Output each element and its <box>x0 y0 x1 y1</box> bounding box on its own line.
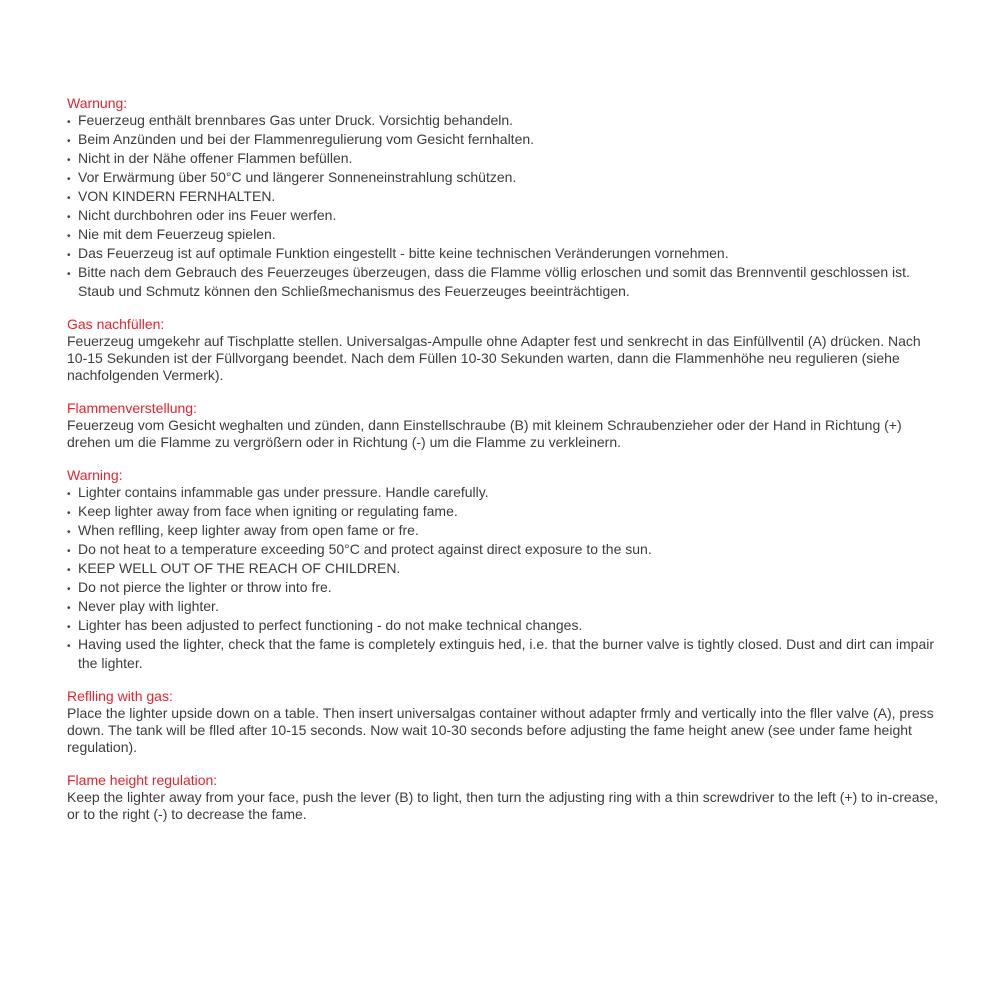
list-item <box>67 617 940 636</box>
list-item <box>67 226 940 245</box>
list-item <box>67 636 940 672</box>
bullet-icon: • <box>67 174 71 185</box>
bullet-icon: • <box>67 508 71 519</box>
bullet-icon: • <box>67 546 71 557</box>
list-item <box>67 264 940 300</box>
list-item-text: Keep lighter away from face when igniting or regulating fame. <box>78 503 458 519</box>
section-heading: Gas nachfüllen: <box>67 316 165 332</box>
list-item <box>67 188 940 207</box>
section-heading: Warning: <box>67 467 123 483</box>
bullet-icon: • <box>67 641 71 652</box>
list-item <box>67 207 940 226</box>
section-paragraph: Feuerzeug vom Gesicht weghalten und zünden, dann Einstellschraube (B) mit kleinem Schraubenzieher oder der Hand in Richtung (+) drehen um die Flamme zu vergrößern oder in Richtung (-) um die Flamme zu verkleinern. <box>67 417 902 450</box>
list-item-text: Vor Erwärmung über 50°C und längerer Sonneneinstrahlung schützen. <box>78 169 517 185</box>
list-item-text: KEEP WELL OUT OF THE REACH OF CHILDREN. <box>78 560 401 576</box>
list-item-text: Nicht in der Nähe offener Flammen befüllen. <box>78 150 353 166</box>
list-item <box>67 541 940 560</box>
bullet-icon: • <box>67 269 71 280</box>
list-item <box>67 503 940 522</box>
list-item-text: Nie mit dem Feuerzeug spielen. <box>78 226 276 242</box>
bullet-icon: • <box>67 136 71 147</box>
list-item <box>67 579 940 598</box>
list-item-text: Beim Anzünden und bei der Flammenregulierung vom Gesicht fernhalten. <box>78 131 535 147</box>
list-item-text: When reflling, keep lighter away from open fame or fre. <box>78 522 419 538</box>
list-item-text: Never play with lighter. <box>78 598 219 614</box>
bullet-icon: • <box>67 231 71 242</box>
bullet-icon: • <box>67 603 71 614</box>
section-warnung-german <box>67 95 940 300</box>
list-item-text: Das Feuerzeug ist auf optimale Funktion eingestellt - bitte keine technischen Veränderungen vornehmen. <box>78 245 729 261</box>
list-item-text: Nicht durchbohren oder ins Feuer werfen. <box>78 207 337 223</box>
section-refilling-with-gas <box>67 688 940 756</box>
section-paragraph: Keep the lighter away from your face, push the lever (B) to light, then turn the adjusting ring with a thin screwdriver to the left (+) to in-crease, or to the right (-) to decrease the fame. <box>67 789 939 822</box>
section-heading: Flame height regulation: <box>67 772 218 788</box>
section-paragraph: Place the lighter upside down on a table. Then insert universalgas container without adapter frmly and vertically into the fller valve (A), press down. The tank will be flled after 10-15 seconds. Now wait 10-30 seconds before adjusting the fame height anew (see under fame height regulation). <box>67 705 934 755</box>
list-item-text: Lighter has been adjusted to perfect functioning - do not make technical changes. <box>78 617 583 633</box>
bullet-icon: • <box>67 584 71 595</box>
list-item-text: Lighter contains infammable gas under pressure. Handle carefully. <box>78 484 489 500</box>
bullet-icon: • <box>67 489 71 500</box>
bullet-icon: • <box>67 527 71 538</box>
list-item <box>67 131 940 150</box>
bullet-icon: • <box>67 117 71 128</box>
list-item <box>67 169 940 188</box>
section-heading: Reflling with gas: <box>67 688 173 704</box>
list-item <box>67 560 940 579</box>
section-flame-height-regulation <box>67 772 940 823</box>
list-item <box>67 150 940 169</box>
bullet-icon: • <box>67 250 71 261</box>
list-item-text: VON KINDERN FERNHALTEN. <box>78 188 276 204</box>
bullet-icon: • <box>67 212 71 223</box>
section-heading: Warnung: <box>67 95 128 111</box>
bullet-icon: • <box>67 622 71 633</box>
list-item <box>67 112 940 131</box>
list-item-text: Feuerzeug enthält brennbares Gas unter Druck. Vorsichtig behandeln. <box>78 112 514 128</box>
text-column <box>67 95 940 823</box>
section-warning-english <box>67 467 940 672</box>
section-heading: Flammenverstellung: <box>67 400 197 416</box>
bullet-icon: • <box>67 565 71 576</box>
bullet-icon: • <box>67 155 71 166</box>
section-gas-nachfuellen <box>67 316 940 384</box>
list-item-text: Having used the lighter, check that the fame is completely extinguis hed, i.e. that the burner valve is tightly closed. Dust and dirt can impair the lighter. <box>78 636 935 671</box>
bullet-icon: • <box>67 193 71 204</box>
list-item <box>67 245 940 264</box>
list-item-text: Bitte nach dem Gebrauch des Feuerzeuges überzeugen, dass die Flamme völlig erloschen und somit das Brennventil geschlossen ist. Staub und Schmutz können den Schließmechanismus des Feuerzeuges beeinträchtigen. <box>78 264 910 299</box>
list-item <box>67 484 940 503</box>
section-paragraph: Feuerzeug umgekehr auf Tischplatte stellen. Universalgas-Ampulle ohne Adapter fest und senkrecht in das Einfüllventil (A) drücken. Nach 10-15 Sekunden ist der Füllvorgang beendet. Nach dem Füllen 10-30 Sekunden warten, dann die Flammenhöhe neu regulieren (siehe nachfolgenden Vermerk). <box>67 333 921 383</box>
section-flammenverstellung <box>67 400 940 451</box>
list-item <box>67 598 940 617</box>
list-item-text: Do not pierce the lighter or throw into fre. <box>78 579 332 595</box>
list-item <box>67 522 940 541</box>
list-item-text: Do not heat to a temperature exceeding 50°C and protect against direct exposure to the sun. <box>78 541 652 557</box>
